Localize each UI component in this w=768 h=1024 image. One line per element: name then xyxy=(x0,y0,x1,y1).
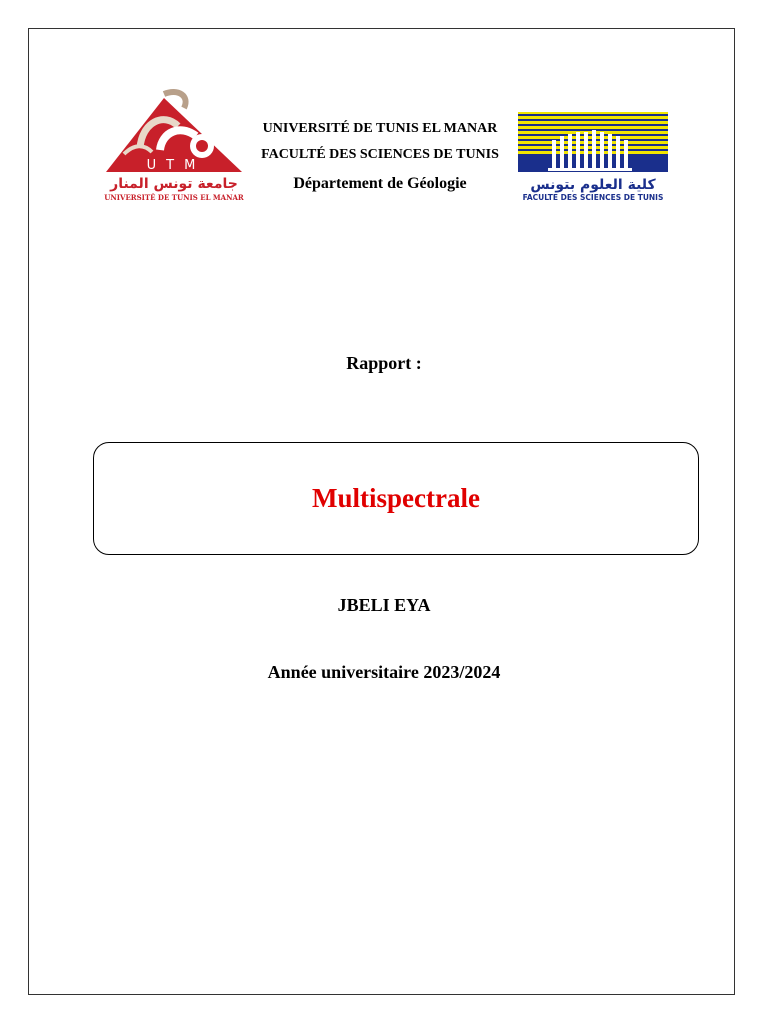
university-name: UNIVERSITÉ DE TUNIS EL MANAR xyxy=(262,121,498,136)
utm-letters: UTM xyxy=(146,158,206,173)
report-label: Rapport : xyxy=(346,353,422,373)
academic-year: Année universitaire 2023/2024 xyxy=(267,662,501,682)
fst-logo-graphic xyxy=(518,112,668,202)
utm-arabic-name: جامعة تونس المنار xyxy=(110,176,238,192)
utm-latin-name: UNIVERSITÉ DE TUNIS EL MANAR xyxy=(104,193,244,202)
utm-logo xyxy=(104,88,244,202)
fst-latin-name: FACULTE DES SCIENCES DE TUNIS xyxy=(522,193,664,202)
utm-logo-graphic xyxy=(104,88,244,202)
fst-logo xyxy=(518,112,668,202)
faculty-name: FACULTÉ DES SCIENCES DE TUNIS xyxy=(261,147,499,162)
title-box xyxy=(93,442,699,555)
institution-header xyxy=(245,116,515,198)
department-name: Département de Géologie xyxy=(293,175,467,192)
fst-arabic-name: كلية العلوم بتونس xyxy=(530,177,656,193)
author-name: JBELI EYA xyxy=(337,595,431,615)
report-title: Multispectrale xyxy=(312,483,480,513)
